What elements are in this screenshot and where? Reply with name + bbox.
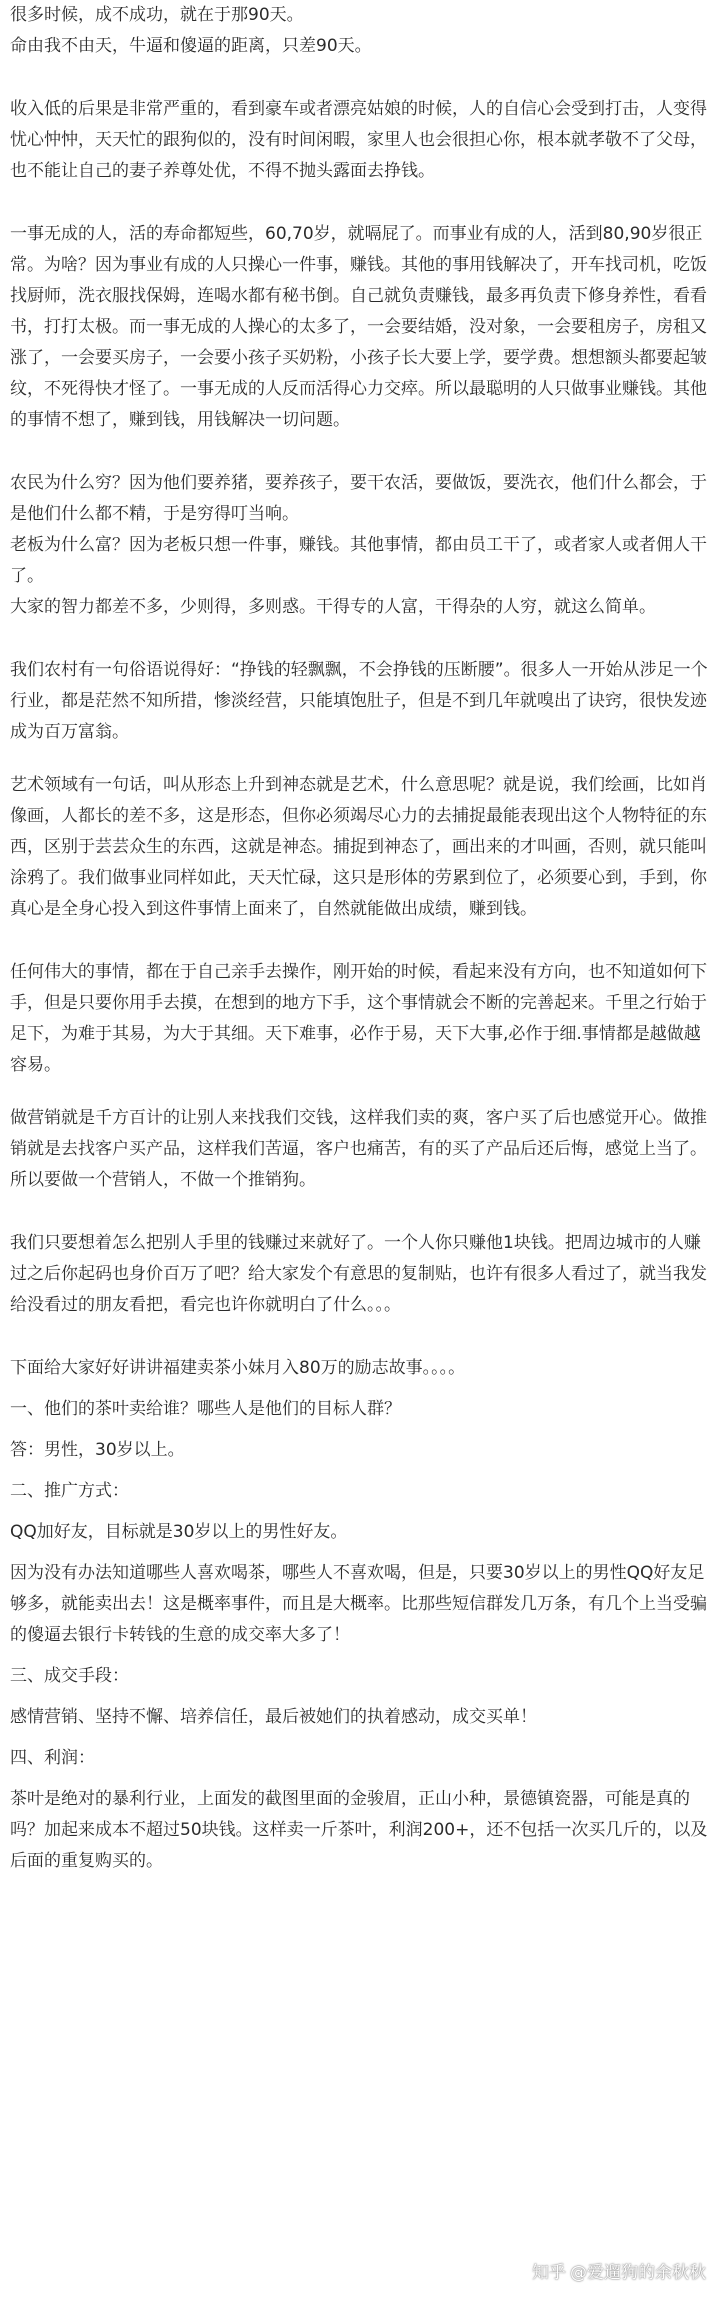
paragraph-earn-money: 我们只要想着怎么把别人手里的钱赚过来就好了。一个人你只赚他1块钱。把周边城市的人赚过之后你起码也身价百万了吧？给大家发个有意思的复制贴，也许有很多人看过了，就当我发给没看过的朋友看把，看完也许你就明白了什么。。。 bbox=[10, 1233, 707, 1315]
paragraph-boss: 老板为什么富？因为老板只想一件事，赚钱。其他事情，都由员工干了，或者家人或者佣人干了。 bbox=[10, 535, 707, 586]
paragraph-lifespan: 一事无成的人，活的寿命都短些，60,70岁，就嗝屁了。而事业有成的人，活到80,90岁很正常。为啥？因为事业有成的人只操心一件事，赚钱。其他的事用钱解决了，开车找司机，吃饭找厨师，洗衣服找保姆，连喝水都有秘书倒。自己就负责赚钱，最多再负责下修身养性，看看书，打打太极。而一事无成的人操心的太多了，一会要结婚，没对象，一会要租房子，房租又涨了，一会要买房子，一会要小孩子买奶粉，小孩子长大要上学，要学费。想想额头都要起皱纹，不死得快才怪了。一事无成的人反而活得心力交瘁。所以最聪明的人只做事业赚钱。其他的事情不想了，赚到钱，用钱解决一切问题。 bbox=[10, 224, 707, 430]
watermark-author: @爱遛狗的余秋秋 bbox=[570, 2263, 706, 2283]
section-4-heading: 四、利润： bbox=[10, 1748, 95, 1768]
paragraph-story-intro: 下面给大家好好讲讲福建卖茶小妹月入80万的励志故事。。。。 bbox=[10, 1358, 466, 1378]
section-2-qq: QQ加好友，目标就是30岁以上的男性好友。 bbox=[10, 1522, 348, 1542]
paragraph-great-things: 任何伟大的事情，都在于自己亲手去操作，刚开始的时候，看起来没有方向，也不知道如何下手，但是只要你用手去摸，在想到的地方下手，这个事情就会不断的完善起来。千里之行始于足下，为难于其易，为大于其细。天下难事，必作于易，天下大事,必作于细.事情都是越做越容易。 bbox=[10, 962, 707, 1075]
paragraph-art: 艺术领域有一句话，叫从形态上升到神态就是艺术，什么意思呢？就是说，我们绘画，比如肖像画，人都长的差不多，这是形态，但你必须竭尽心力的去捕捉最能表现出这个人物特征的东西，区别于芸芸众生的东西，这就是神态。捕捉到神态了，画出来的才叫画，否则，就只能叫涂鸦了。我们做事业同样如此，天天忙碌，这只是形体的劳累到位了，必须要心到，手到，你真心是全身心投入到这件事情上面来了，自然就能做出成绩，赚到钱。 bbox=[10, 775, 707, 919]
section-1-answer: 答：男性，30岁以上。 bbox=[10, 1440, 185, 1460]
paragraph-farmer: 农民为什么穷？因为他们要养猪，要养孩子，要干农活，要做饭，要洗衣，他们什么都会，于是他们什么都不精，于是穷得叮当响。 bbox=[10, 473, 707, 524]
section-3-detail: 感情营销、坚持不懈、培养信任，最后被她们的执着感动，成交买单！ bbox=[10, 1707, 537, 1727]
watermark-site: 知乎 bbox=[532, 2263, 566, 2283]
paragraph-low-income: 收入低的后果是非常严重的，看到豪车或者漂亮姑娘的时候，人的自信心会受到打击，人变得忧心忡忡，天天忙的跟狗似的，没有时间闲暇，家里人也会很担心你，根本就孝敬不了父母，也不能让自己的妻子养尊处优，不得不抛头露面去挣钱。 bbox=[10, 99, 707, 181]
intro-line-2: 命由我不由天，牛逼和傻逼的距离，只差90天。 bbox=[10, 36, 372, 56]
zhihu-watermark bbox=[532, 2258, 706, 2283]
section-2-detail: 因为没有办法知道哪些人喜欢喝茶，哪些人不喜欢喝，但是，只要30岁以上的男性QQ好友足够多，就能卖出去！这是概率事件，而且是大概率。比那些短信群发几万条，有几个上当受骗的傻逼去银行卡转钱的生意的成交率大多了！ bbox=[10, 1563, 707, 1645]
section-2-heading: 二、推广方式： bbox=[10, 1481, 129, 1501]
section-4-detail: 茶叶是绝对的暴利行业，上面发的截图里面的金骏眉，正山小种，景德镇瓷器，可能是真的吗？加起来成本不超过50块钱。这样卖一斤茶叶，利润200+，还不包括一次买几斤的，以及后面的重复购买的。 bbox=[10, 1789, 708, 1871]
paragraph-marketing: 做营销就是千方百计的让别人来找我们交钱，这样我们卖的爽，客户买了后也感觉开心。做推销就是去找客户买产品，这样我们苦逼，客户也痛苦，有的买了产品后还后悔，感觉上当了。所以要做一个营销人，不做一个推销狗。 bbox=[10, 1108, 707, 1190]
paragraph-proverb: 我们农村有一句俗语说得好：“挣钱的轻飘飘，不会挣钱的压断腰”。很多人一开始从涉足一个行业，都是茫然不知所措，惨淡经营，只能填饱肚子，但是不到几年就嗅出了诀窍，很快发迹成为百万富翁。 bbox=[10, 660, 708, 742]
intro-line-1: 很多时候，成不成功，就在于那90天。 bbox=[10, 5, 304, 25]
section-1-heading: 一、他们的茶叶卖给谁？哪些人是他们的目标人群？ bbox=[10, 1399, 401, 1419]
paragraph-intelligence: 大家的智力都差不多，少则得，多则惑。干得专的人富，干得杂的人穷，就这么简单。 bbox=[10, 597, 656, 617]
section-3-heading: 三、成交手段： bbox=[10, 1666, 129, 1686]
